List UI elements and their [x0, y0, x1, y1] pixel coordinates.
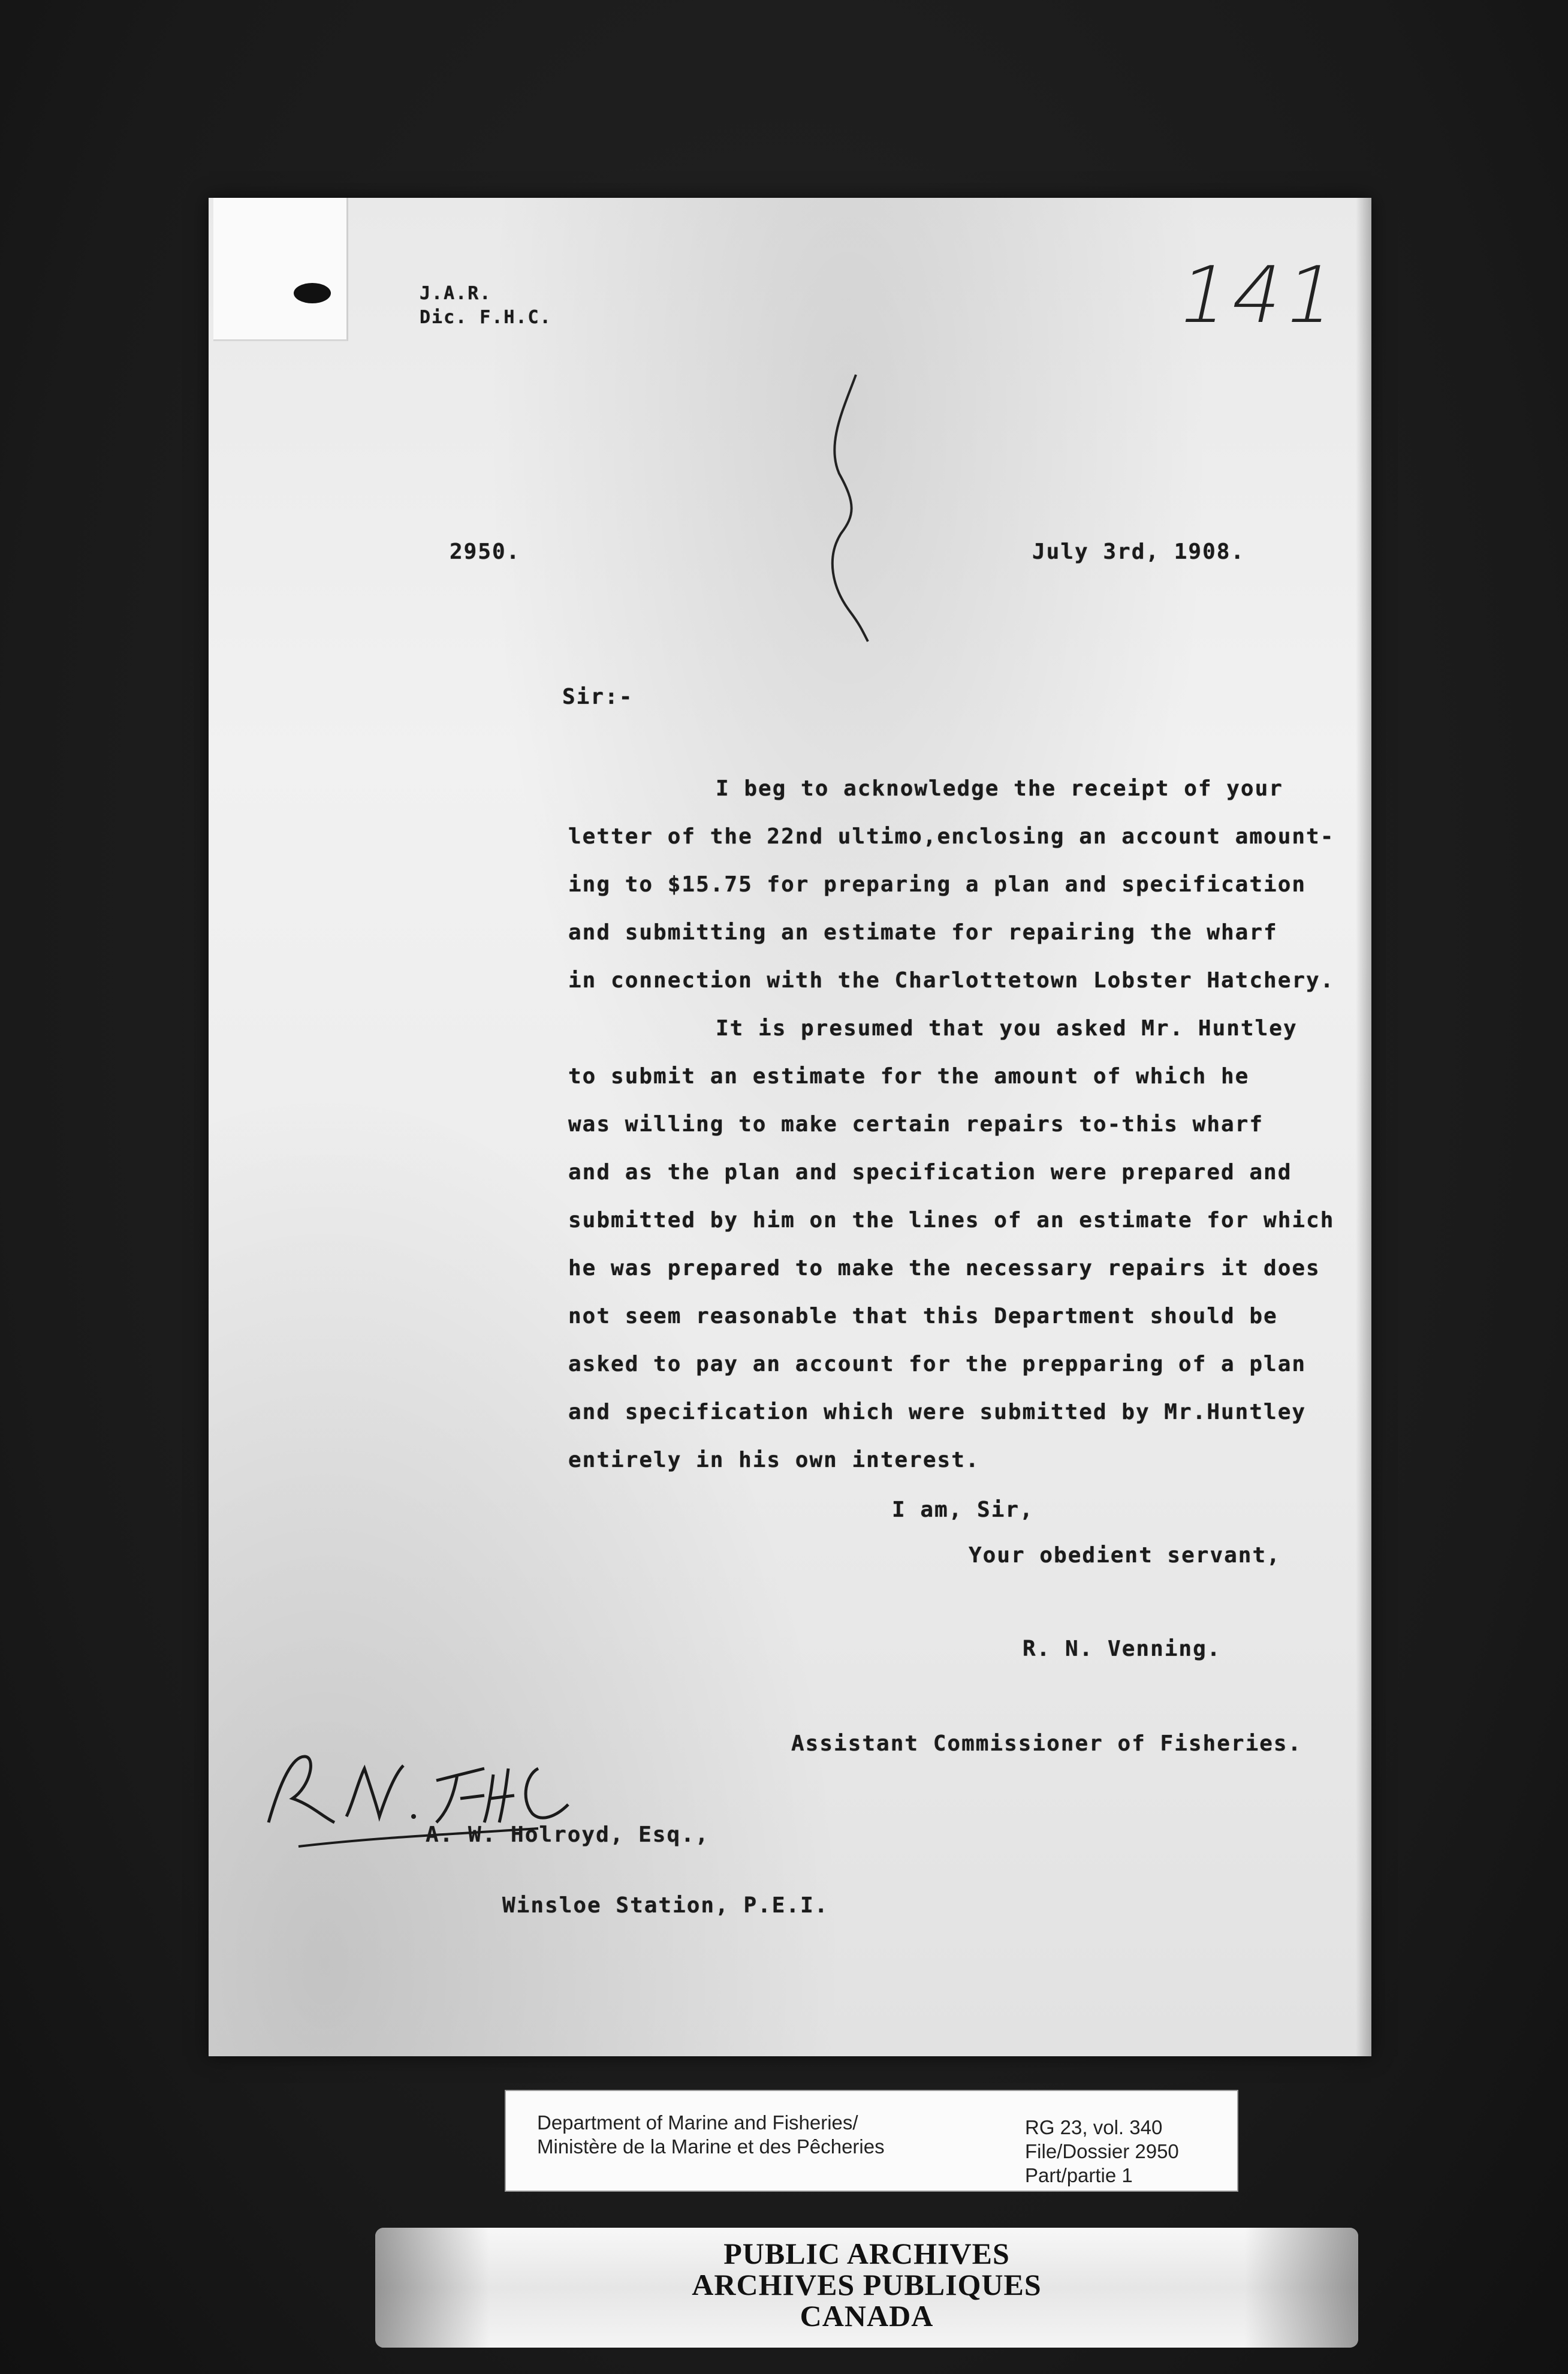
addressee-address: Winsloe Station, P.E.I. — [502, 1893, 829, 1918]
body-line: It is presumed that you asked Mr. Huntley — [716, 1016, 1298, 1041]
handwritten-squiggle-mark — [808, 372, 880, 647]
closing-line: I am, Sir, — [892, 1498, 1034, 1522]
punch-hole-mark — [294, 283, 331, 303]
body-line: was willing to make certain repairs to-this wharf — [568, 1112, 1264, 1137]
folio-number: 141 — [1169, 249, 1349, 341]
body-line: he was prepared to make the necessary repairs it does — [568, 1256, 1320, 1281]
part-number: Part/partie 1 — [1025, 2164, 1133, 2186]
record-group-reference: RG 23, vol. 340 — [1025, 2116, 1163, 2138]
stamp-line-english: PUBLIC ARCHIVES — [723, 2237, 1010, 2270]
body-line: letter of the 22nd ultimo,enclosing an account amount- — [568, 824, 1335, 849]
addressee-name: A. W. Holroyd, Esq., — [426, 1822, 710, 1847]
letter-date: July 3rd, 1908. — [1032, 540, 1246, 564]
body-line: I beg to acknowledge the receipt of your — [716, 776, 1283, 801]
body-line: to submit an estimate for the amount of which he — [568, 1064, 1250, 1089]
body-line: entirely in his own interest. — [568, 1448, 980, 1472]
sheet-shadow-edge — [1356, 198, 1371, 2056]
stamp-line-country: CANADA — [800, 2299, 934, 2333]
file-number: 2950. — [450, 540, 521, 564]
signatory-name: R. N. Venning. — [1023, 1637, 1222, 1661]
closing-line: Your obedient servant, — [969, 1543, 1281, 1568]
dictation-initials: Dic. F.H.C. — [420, 307, 552, 328]
body-line: ing to $15.75 for preparing a plan and specification — [568, 872, 1307, 897]
body-line: and specification which were submitted by Mr.Huntley — [568, 1400, 1307, 1424]
body-line: asked to pay an account for the prepparing of a plan — [568, 1352, 1307, 1376]
signatory-title: Assistant Commissioner of Fisheries. — [791, 1731, 1302, 1756]
body-line: in connection with the Charlottetown Lobster Hatchery. — [568, 968, 1335, 993]
body-line: and as the plan and specification were prepared and — [568, 1160, 1292, 1185]
reference-initials: J.A.R. — [420, 283, 492, 304]
department-french: Ministère de la Marine et des Pêcheries — [537, 2135, 885, 2158]
stamp-line-french: ARCHIVES PUBLIQUES — [692, 2268, 1042, 2301]
file-dossier-number: File/Dossier 2950 — [1025, 2140, 1179, 2162]
archives-stamp-bar — [375, 2228, 1358, 2348]
corner-tab — [213, 198, 348, 341]
archive-reference-label — [505, 2090, 1238, 2192]
letter-sheet — [209, 198, 1371, 2056]
salutation: Sir:- — [562, 685, 634, 709]
body-line: submitted by him on the lines of an estimate for which — [568, 1208, 1335, 1233]
body-line: not seem reasonable that this Department should be — [568, 1304, 1278, 1328]
department-english: Department of Marine and Fisheries/ — [537, 2111, 858, 2134]
body-line: and submitting an estimate for repairing the wharf — [568, 920, 1278, 945]
